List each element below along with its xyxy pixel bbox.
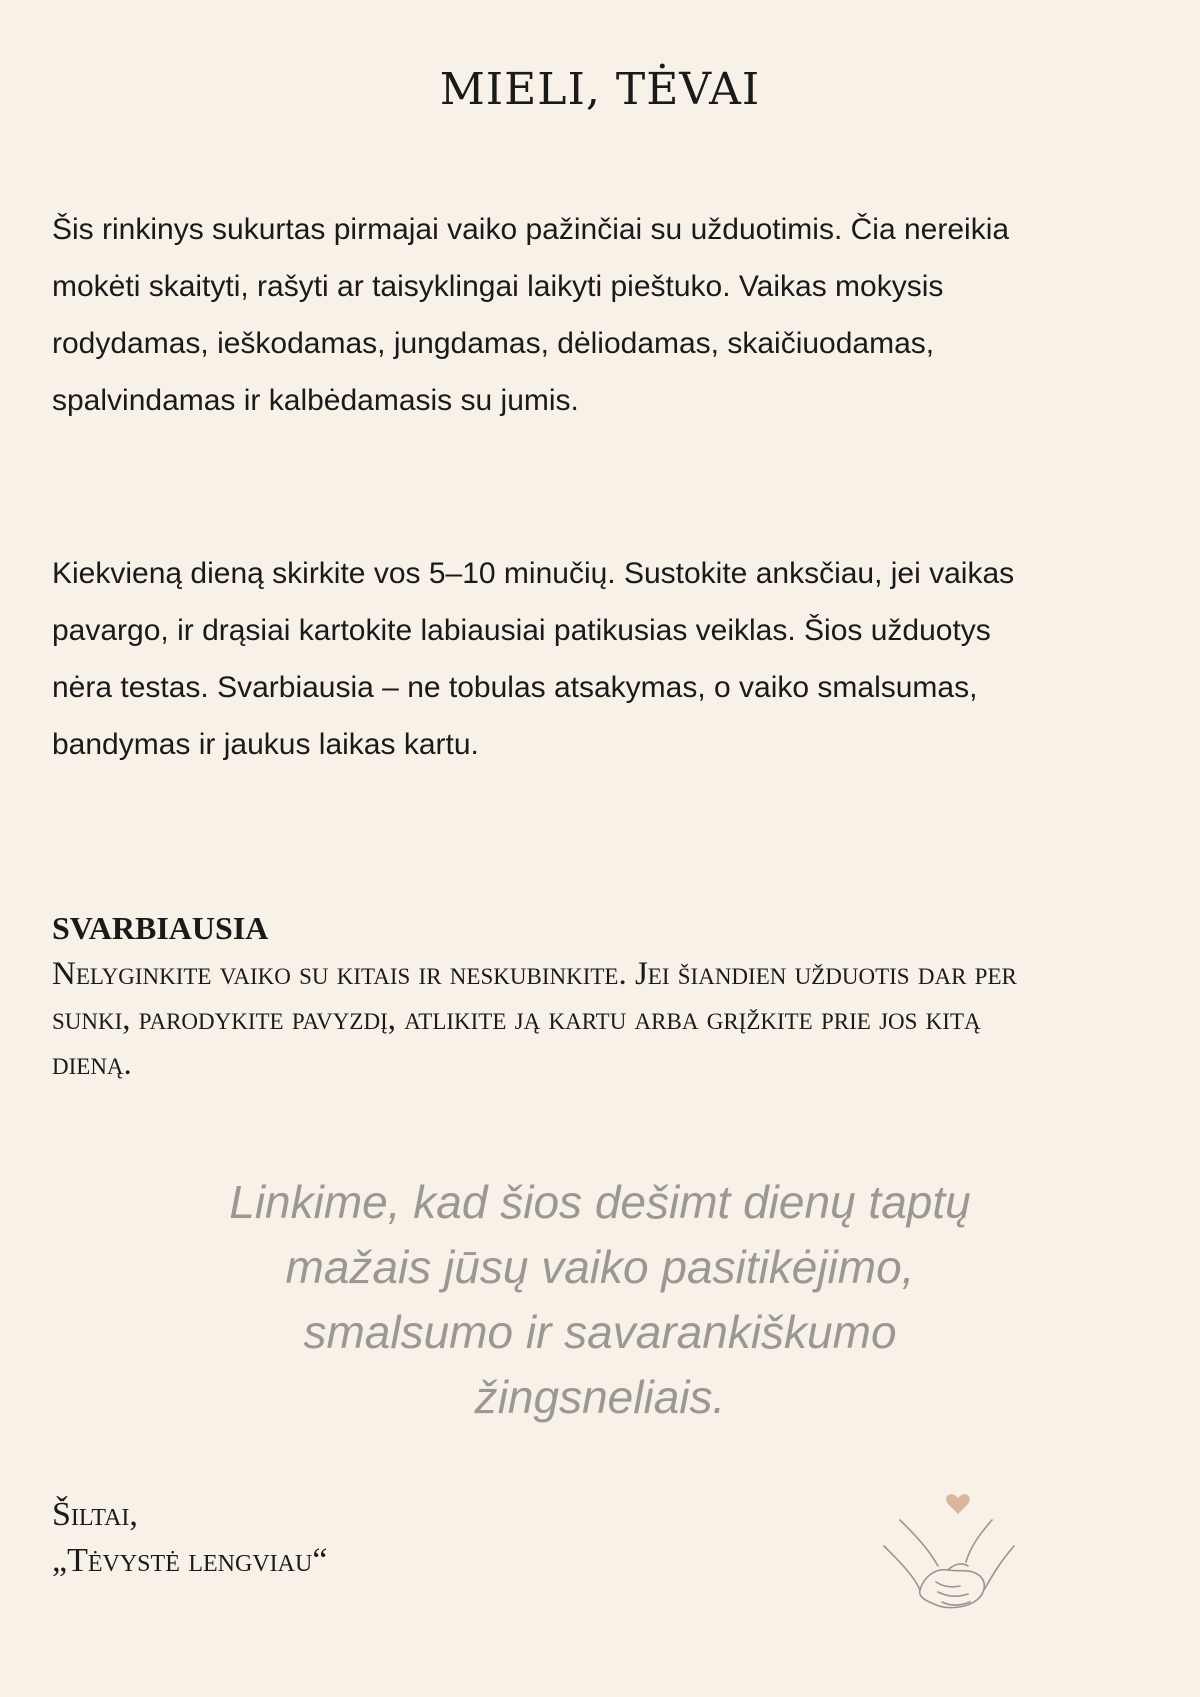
wish-quote xyxy=(0,1170,1200,1430)
left-lower-arm xyxy=(884,1546,920,1590)
left-arm xyxy=(900,1520,938,1566)
page-title: MIELI, TĖVAI xyxy=(439,64,761,115)
important-text: Nelyginkite vaiko su kitais ir neskubinkite. Jei šiandien užduotis dar per sunki, parodykite pavyzdį, atlikite ją kartu arba grįžkite prie jos kitą dieną. xyxy=(52,956,1017,1082)
holding-hands-heart-icon xyxy=(880,1490,1020,1630)
right-lower-arm xyxy=(984,1546,1014,1590)
wish-line: smalsumo ir savarankiškumo xyxy=(303,1306,897,1358)
signoff-greeting: Šiltai, xyxy=(52,1496,138,1533)
wish-line: mažais jūsų vaiko pasitikėjimo, xyxy=(285,1241,915,1293)
finger xyxy=(936,1582,960,1587)
intro-paragraph: Šis rinkinys sukurtas pirmajai vaiko pažinčiai su užduotimis. Čia nereikia mokėti skaityti, rašyti ar taisyklingai laikyti pieštuko. Vaikas mokysis rodydamas, ieškodamas, jungdamas, dėliodamas, skaičiuodamas, spalvindamas ir kalbėdamasis su jumis. xyxy=(52,213,1010,417)
wish-line: Linkime, kad šios dešimt dienų taptų xyxy=(229,1176,971,1228)
signoff-brand: „Tėvystė lengviau“ xyxy=(52,1542,328,1579)
thumb xyxy=(948,1564,968,1570)
finger xyxy=(938,1592,968,1596)
signoff xyxy=(52,1492,327,1584)
wish-line: žingsneliais. xyxy=(474,1371,726,1423)
clasped-hands xyxy=(920,1570,985,1608)
finger xyxy=(942,1602,970,1605)
right-arm xyxy=(966,1520,992,1562)
important-heading: SVARBIAUSIA xyxy=(52,910,269,946)
heart-icon xyxy=(946,1494,970,1514)
advice-paragraph: Kiekvieną dieną skirkite vos 5–10 minučių. Sustokite anksčiau, jei vaikas pavargo, ir drąsiai kartokite labiausiai patikusias veiklas. Šios užduotys nėra testas. Svarbiausia – ne tobulas atsakymas, o vaiko smalsumas, bandymas ir jaukus laikas kartu. xyxy=(52,557,1015,761)
